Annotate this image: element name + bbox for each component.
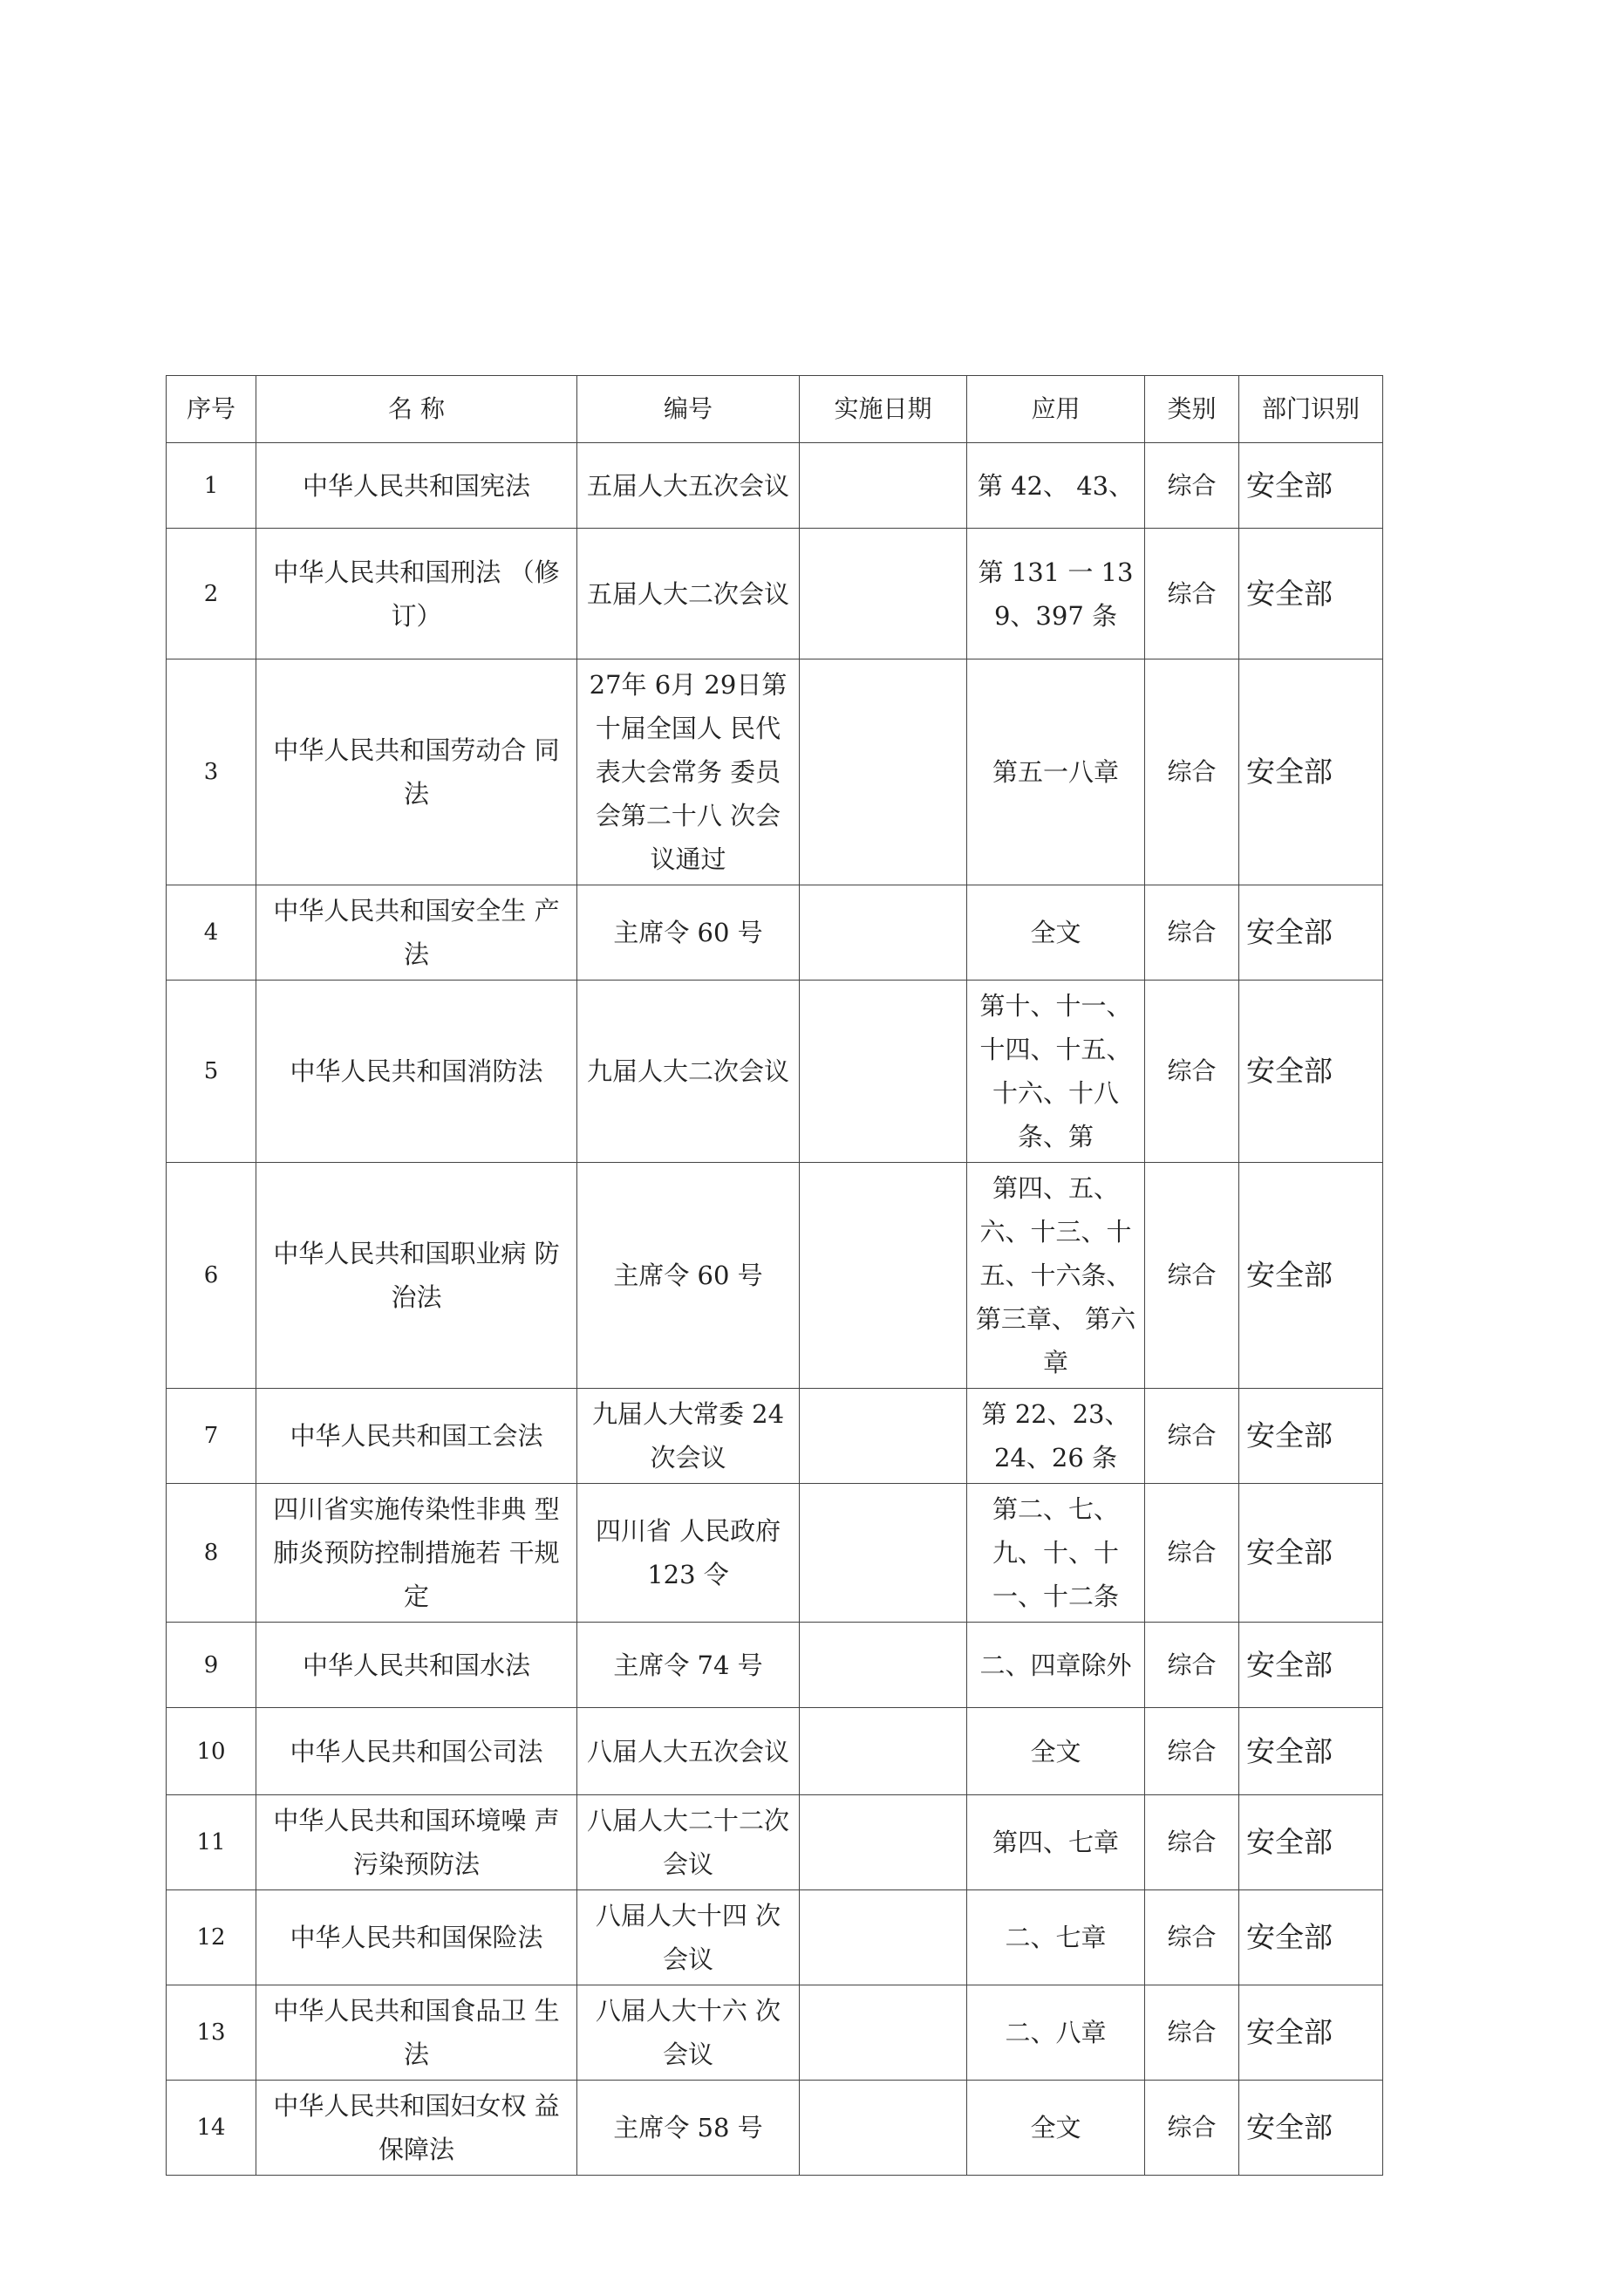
row-category: 综合 (1145, 1389, 1239, 1484)
row-name: 中华人民共和国刑法 （修订） (256, 529, 577, 659)
row-application: 全文 (967, 885, 1145, 981)
row-application: 第四、七章 (967, 1795, 1145, 1890)
row-date (800, 659, 967, 885)
row-name: 四川省实施传染性非典 型肺炎预防控制措施若 干规定 (256, 1484, 577, 1623)
row-application: 第十、十一、 十四、十五、 十六、十八 条、第 (967, 981, 1145, 1163)
row-department: 安全部 (1239, 529, 1383, 659)
table-row (167, 1890, 1383, 1985)
row-code: 27年 6月 29日第十届全国人 民代表大会常务 委员会第二十八 次会议通过 (577, 659, 800, 885)
row-code: 九届人大二次会议 (577, 981, 800, 1163)
header-application: 应用 (967, 376, 1145, 443)
row-name: 中华人民共和国消防法 (256, 981, 577, 1163)
law-table (166, 375, 1383, 2176)
row-code: 八届人大十四 次会议 (577, 1890, 800, 1985)
row-application: 第 22、23、24、26 条 (967, 1389, 1145, 1484)
row-name: 中华人民共和国保险法 (256, 1890, 577, 1985)
row-date (800, 1623, 967, 1708)
row-no: 3 (167, 659, 256, 885)
row-category: 综合 (1145, 1890, 1239, 1985)
row-category: 综合 (1145, 885, 1239, 981)
row-code: 四川省 人民政府 123 令 (577, 1484, 800, 1623)
table-row (167, 1708, 1383, 1795)
row-no: 13 (167, 1985, 256, 2081)
row-no: 6 (167, 1163, 256, 1389)
row-category: 综合 (1145, 1484, 1239, 1623)
row-date (800, 1484, 967, 1623)
header-name: 名 称 (256, 376, 577, 443)
row-department: 安全部 (1239, 1623, 1383, 1708)
table-row (167, 1389, 1383, 1484)
row-department: 安全部 (1239, 659, 1383, 885)
header-department: 部门识别 (1239, 376, 1383, 443)
row-date (800, 1389, 967, 1484)
row-no: 10 (167, 1708, 256, 1795)
table-row (167, 443, 1383, 529)
row-department: 安全部 (1239, 443, 1383, 529)
row-date (800, 2081, 967, 2176)
row-application: 第二、七、九、十、十一、十二条 (967, 1484, 1145, 1623)
row-application: 全文 (967, 2081, 1145, 2176)
row-category: 综合 (1145, 1795, 1239, 1890)
row-application: 二、八章 (967, 1985, 1145, 2081)
row-code: 五届人大五次会议 (577, 443, 800, 529)
row-code: 主席令 58 号 (577, 2081, 800, 2176)
row-code: 九届人大常委 24 次会议 (577, 1389, 800, 1484)
row-date (800, 981, 967, 1163)
table-row (167, 981, 1383, 1163)
row-no: 2 (167, 529, 256, 659)
row-category: 综合 (1145, 1163, 1239, 1389)
row-category: 综合 (1145, 443, 1239, 529)
row-name: 中华人民共和国公司法 (256, 1708, 577, 1795)
row-name: 中华人民共和国安全生 产法 (256, 885, 577, 981)
row-date (800, 1890, 967, 1985)
row-no: 8 (167, 1484, 256, 1623)
row-category: 综合 (1145, 1985, 1239, 2081)
row-no: 12 (167, 1890, 256, 1985)
table-header-row (167, 376, 1383, 443)
row-no: 4 (167, 885, 256, 981)
table-row (167, 2081, 1383, 2176)
row-date (800, 443, 967, 529)
row-application: 全文 (967, 1708, 1145, 1795)
row-application: 二、七章 (967, 1890, 1145, 1985)
row-application: 第五一八章 (967, 659, 1145, 885)
row-name: 中华人民共和国环境噪 声污染预防法 (256, 1795, 577, 1890)
row-category: 综合 (1145, 981, 1239, 1163)
row-category: 综合 (1145, 529, 1239, 659)
row-no: 7 (167, 1389, 256, 1484)
row-date (800, 1985, 967, 2081)
row-department: 安全部 (1239, 1795, 1383, 1890)
table-row (167, 1623, 1383, 1708)
table-row (167, 1985, 1383, 2081)
row-name: 中华人民共和国食品卫 生法 (256, 1985, 577, 2081)
row-category: 综合 (1145, 1623, 1239, 1708)
row-category: 综合 (1145, 1708, 1239, 1795)
row-code: 八届人大五次会议 (577, 1708, 800, 1795)
row-name: 中华人民共和国职业病 防治法 (256, 1163, 577, 1389)
row-name: 中华人民共和国水法 (256, 1623, 577, 1708)
row-date (800, 1163, 967, 1389)
row-code: 八届人大二十二次会议 (577, 1795, 800, 1890)
row-department: 安全部 (1239, 885, 1383, 981)
row-date (800, 885, 967, 981)
row-department: 安全部 (1239, 1163, 1383, 1389)
row-name: 中华人民共和国妇女权 益保障法 (256, 2081, 577, 2176)
row-category: 综合 (1145, 2081, 1239, 2176)
row-code: 五届人大二次会议 (577, 529, 800, 659)
row-department: 安全部 (1239, 1484, 1383, 1623)
row-application: 第 131 一 139、397 条 (967, 529, 1145, 659)
row-department: 安全部 (1239, 981, 1383, 1163)
row-date (800, 1708, 967, 1795)
row-no: 14 (167, 2081, 256, 2176)
header-date: 实施日期 (800, 376, 967, 443)
table-row (167, 1484, 1383, 1623)
table-row (167, 1163, 1383, 1389)
row-name: 中华人民共和国宪法 (256, 443, 577, 529)
row-category: 综合 (1145, 659, 1239, 885)
row-department: 安全部 (1239, 1985, 1383, 2081)
row-code: 主席令 74 号 (577, 1623, 800, 1708)
row-date (800, 529, 967, 659)
row-code: 主席令 60 号 (577, 885, 800, 981)
row-name: 中华人民共和国劳动合 同法 (256, 659, 577, 885)
row-name: 中华人民共和国工会法 (256, 1389, 577, 1484)
table-row (167, 529, 1383, 659)
row-department: 安全部 (1239, 2081, 1383, 2176)
row-no: 1 (167, 443, 256, 529)
row-application: 二、四章除外 (967, 1623, 1145, 1708)
row-no: 9 (167, 1623, 256, 1708)
row-department: 安全部 (1239, 1890, 1383, 1985)
header-category: 类别 (1145, 376, 1239, 443)
row-code: 主席令 60 号 (577, 1163, 800, 1389)
row-application: 第四、五、六、十三、十五、十六条、第三章、 第六章 (967, 1163, 1145, 1389)
row-code: 八届人大十六 次会议 (577, 1985, 800, 2081)
table-row (167, 659, 1383, 885)
row-department: 安全部 (1239, 1389, 1383, 1484)
header-code: 编号 (577, 376, 800, 443)
row-application: 第 42、 43、 (967, 443, 1145, 529)
row-no: 5 (167, 981, 256, 1163)
row-department: 安全部 (1239, 1708, 1383, 1795)
header-no: 序号 (167, 376, 256, 443)
row-date (800, 1795, 967, 1890)
row-no: 11 (167, 1795, 256, 1890)
table-row (167, 885, 1383, 981)
table-row (167, 1795, 1383, 1890)
